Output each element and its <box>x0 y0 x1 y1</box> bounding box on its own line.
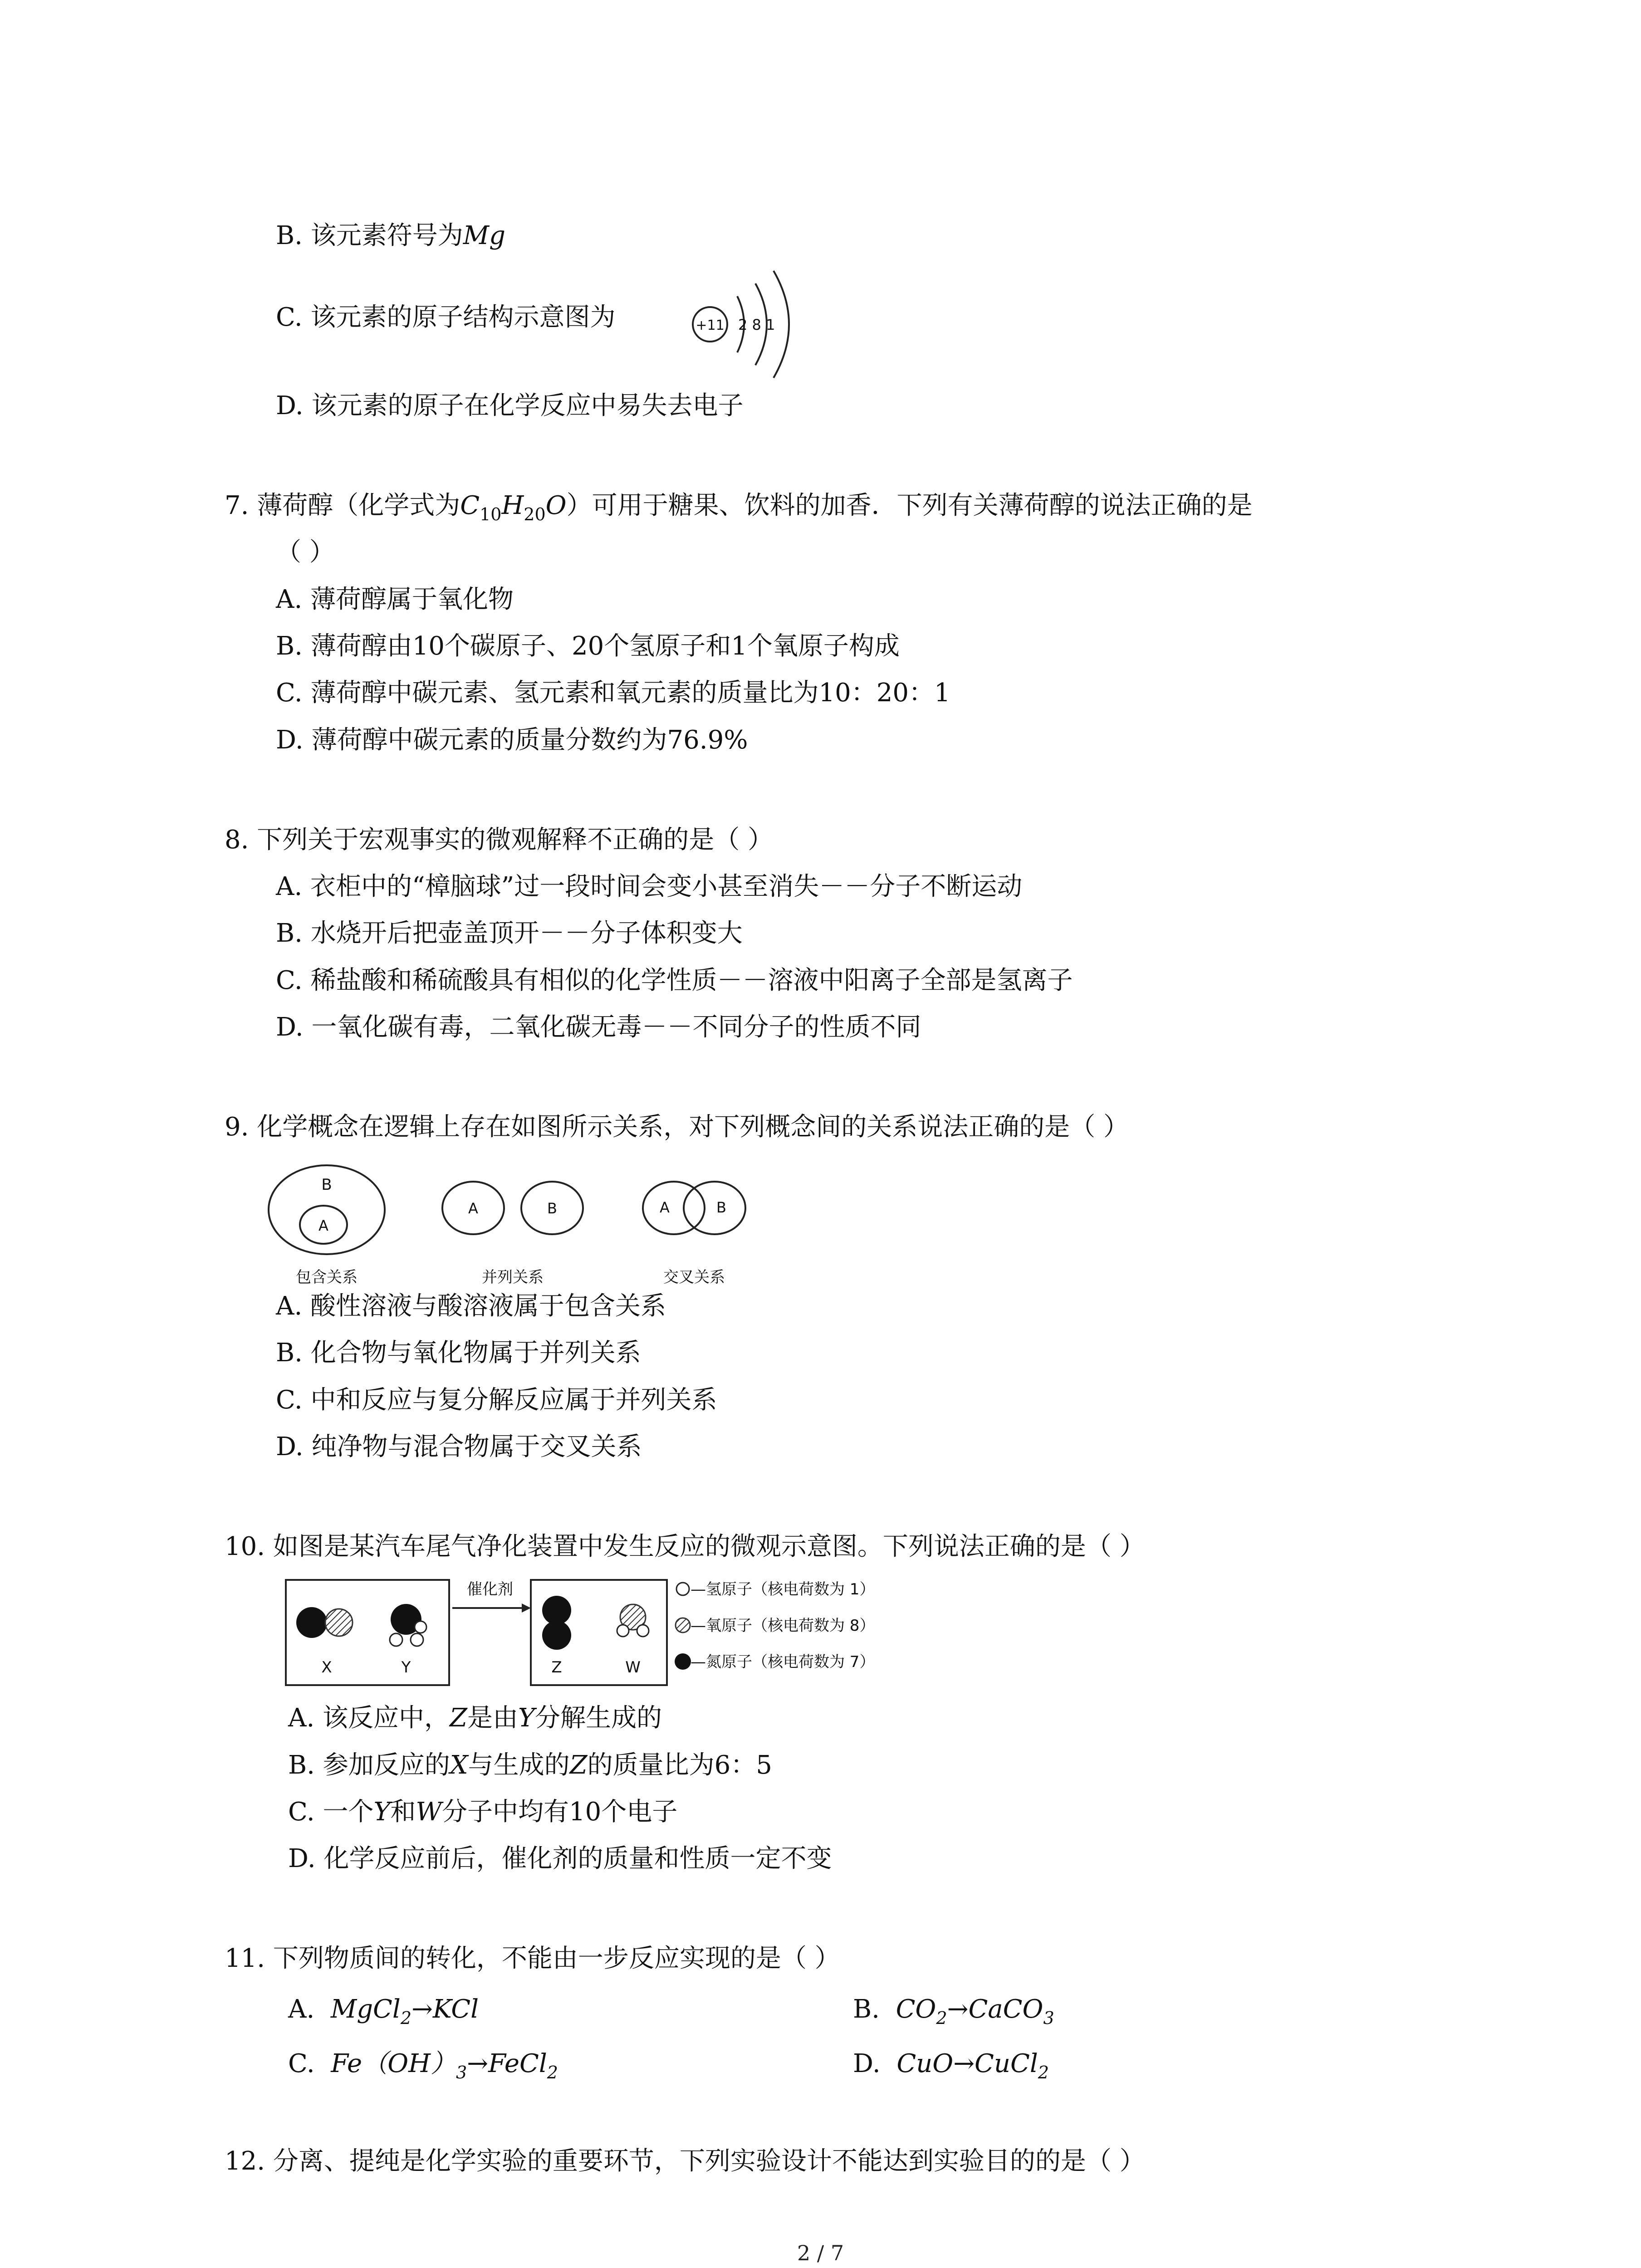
fig-label-parallel: 并列关系 <box>482 1268 544 1286</box>
q10-option-a: A. 该反应中，Z是由Y分解生成的 <box>288 1703 662 1733</box>
q9-option-a: A. 酸性溶液与酸溶液属于包含关系 <box>276 1291 666 1321</box>
page-number: 2 / 7 <box>797 2241 844 2265</box>
q12-stem: 12. 分离、提纯是化学实验的重要环节，下列实验设计不能达到实验目的的是（ ） <box>225 2146 1145 2176</box>
fig-label-intersect: 交叉关系 <box>663 1268 725 1286</box>
fig-label-contain: 包含关系 <box>296 1268 358 1286</box>
q11-option-c: C. $Fe(OH)_3\to FeCl_2$ <box>288 2049 558 2082</box>
q11-option-d: D. CuO→CuCl$_2$ <box>853 2049 1049 2082</box>
legend-oxygen: —氧原子（核电荷数为 8） <box>691 1617 875 1635</box>
q7-stem: 7. 薄荷醇（化学式为$C_{10}H_{20}O$）可用于糖果、饮料的加香．下列有关薄荷醇的说法正确的是 <box>225 491 1253 524</box>
q9-option-d: D. 纯净物与混合物属于交叉关系 <box>276 1432 642 1461</box>
q8-stem: 8. 下列关于宏观事实的微观解释不正确的是（ ） <box>225 825 774 855</box>
reaction-micro-diagram <box>284 1572 973 1690</box>
catalyst-label: 催化剂 <box>467 1580 513 1598</box>
q10-option-c: C. 一个Y和W分子中均有10个电子 <box>288 1797 678 1827</box>
svg-text:Z: Z <box>551 1658 562 1677</box>
q11-option-b: B. $CO_2\to CaCO_3$ <box>853 1994 1054 2028</box>
q7-option-a: A. 薄荷醇属于氧化物 <box>276 585 514 614</box>
svg-text:A: A <box>660 1199 670 1216</box>
atom-nucleus-label: +11 <box>696 318 725 333</box>
svg-text:W: W <box>625 1658 641 1677</box>
q11-option-a: A. MgCl$_2$→KCl <box>288 1994 479 2028</box>
q6-option-b: B. 该元素符号为Mg <box>276 221 505 250</box>
svg-text:A: A <box>318 1217 328 1234</box>
concept-relation-diagram <box>265 1159 801 1295</box>
q6-symbol: Mg <box>463 221 505 250</box>
q8-option-d: D. 一氧化碳有毒，二氧化碳无毒－－不同分子的性质不同 <box>276 1012 921 1042</box>
q8-option-c: C. 稀盐酸和稀硫酸具有相似的化学性质－－溶液中阳离子全部是氢离子 <box>276 966 1073 995</box>
svg-text:A: A <box>468 1200 478 1217</box>
q7-option-d: D. 薄荷醇中碳元素的质量分数约为76.9% <box>276 725 748 755</box>
svg-text:B: B <box>716 1199 726 1216</box>
legend-nitrogen: —氮原子（核电荷数为 7） <box>691 1653 875 1671</box>
q9-option-c: C. 中和反应与复分解反应属于并列关系 <box>276 1385 717 1415</box>
q10-stem: 10. 如图是某汽车尾气净化装置中发生反应的微观示意图。下列说法正确的是（ ） <box>225 1532 1145 1561</box>
q8-option-a: A. 衣柜中的“樟脑球”过一段时间会变小甚至消失－－分子不断运动 <box>276 872 1023 901</box>
atom-structure-diagram <box>687 265 805 383</box>
q10-option-b: B. 参加反应的X与生成的Z的质量比为6：5 <box>288 1750 772 1780</box>
svg-text:X: X <box>321 1658 332 1677</box>
q8-option-b: B. 水烧开后把壶盖顶开－－分子体积变大 <box>276 919 743 948</box>
q11-stem: 11. 下列物质间的转化，不能由一步反应实现的是（ ） <box>225 1944 840 1973</box>
q7-answer-paren: （ ） <box>276 538 335 567</box>
q6-option-d: D. 该元素的原子在化学反应中易失去电子 <box>276 391 744 420</box>
svg-text:B: B <box>547 1200 557 1217</box>
q9-option-b: B. 化合物与氧化物属于并列关系 <box>276 1338 641 1368</box>
svg-text:B: B <box>321 1176 332 1194</box>
legend-hydrogen: —氢原子（核电荷数为 1） <box>691 1580 875 1598</box>
q6-option-c: C. 该元素的原子结构示意图为 <box>276 303 616 332</box>
q9-stem: 9. 化学概念在逻辑上存在如图所示关系，对下列概念间的关系说法正确的是（ ） <box>225 1112 1129 1142</box>
q7-option-c: C. 薄荷醇中碳元素、氢元素和氧元素的质量比为10：20：1 <box>276 678 950 708</box>
svg-text:Y: Y <box>401 1658 411 1677</box>
q10-option-d: D. 化学反应前后，催化剂的质量和性质一定不变 <box>288 1844 832 1873</box>
atom-shell-electrons: 2 8 1 <box>738 316 775 333</box>
q7-option-b: B. 薄荷醇由10个碳原子、20个氢原子和1个氧原子构成 <box>276 631 900 661</box>
